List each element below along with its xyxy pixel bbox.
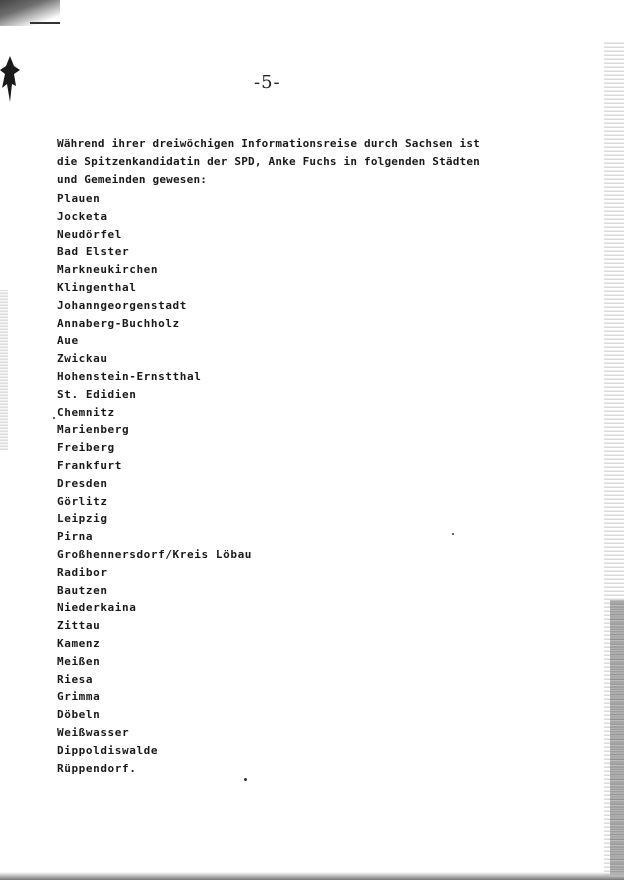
place-item: St. Edidien (57, 387, 137, 401)
place-item: Radibor (57, 565, 108, 579)
place-item: Marienberg (57, 423, 130, 437)
place-item: Jocketa (57, 209, 108, 223)
intro-paragraph: Während ihrer dreiwöchigen Informationsreise durch Sachsen ist die Spitzenkandidatin der SPD, Anke Fuchs in folgenden Städten und Gemeinden gewesen: (57, 137, 480, 186)
place-item: Bautzen (57, 583, 108, 597)
place-item: Chemnitz (57, 405, 115, 419)
scan-edge-line (30, 22, 60, 24)
page-number: -5- (254, 72, 281, 93)
place-item: Riesa (57, 672, 94, 686)
place-item: Hohenstein-Ernstthal (57, 369, 202, 383)
scan-edge-left (0, 290, 8, 450)
place-item: Dippoldiswalde (57, 743, 159, 757)
place-item: Johanngeorgenstadt (57, 298, 188, 312)
place-item: Niederkaina (57, 601, 137, 615)
place-item: Grimma (57, 690, 101, 704)
place-item: Bad Elster (57, 245, 130, 259)
place-item: Freiberg (57, 441, 115, 455)
place-item: Markneukirchen (57, 263, 159, 277)
place-item: Pirna (57, 530, 94, 544)
scan-speck (452, 533, 454, 535)
places-list (57, 190, 252, 777)
place-item: Neudörfel (57, 227, 123, 241)
place-item: Kamenz (57, 636, 101, 650)
place-item: Dresden (57, 476, 108, 490)
place-item: Weißwasser (57, 725, 130, 739)
scan-speck (244, 778, 247, 781)
place-item: Aue (57, 334, 79, 348)
place-item: Döbeln (57, 708, 101, 722)
place-item: Görlitz (57, 494, 108, 508)
scan-edge-right-dark (610, 600, 624, 880)
place-item: Plauen (57, 192, 101, 205)
place-item: Klingenthal (57, 280, 137, 294)
place-item: Meißen (57, 654, 101, 668)
place-item: Rüppendorf. (57, 761, 137, 775)
place-item: Frankfurt (57, 458, 123, 472)
place-item: Leipzig (57, 512, 108, 526)
punch-hole-mark (0, 56, 20, 102)
place-item: Zittau (57, 619, 101, 633)
place-item: Annaberg-Buchholz (57, 316, 180, 330)
place-item: Zwickau (57, 352, 108, 366)
place-item: Großhennersdorf/Kreis Löbau (57, 547, 253, 561)
scan-edge-bottom (0, 872, 624, 880)
scan-speck (53, 417, 55, 419)
